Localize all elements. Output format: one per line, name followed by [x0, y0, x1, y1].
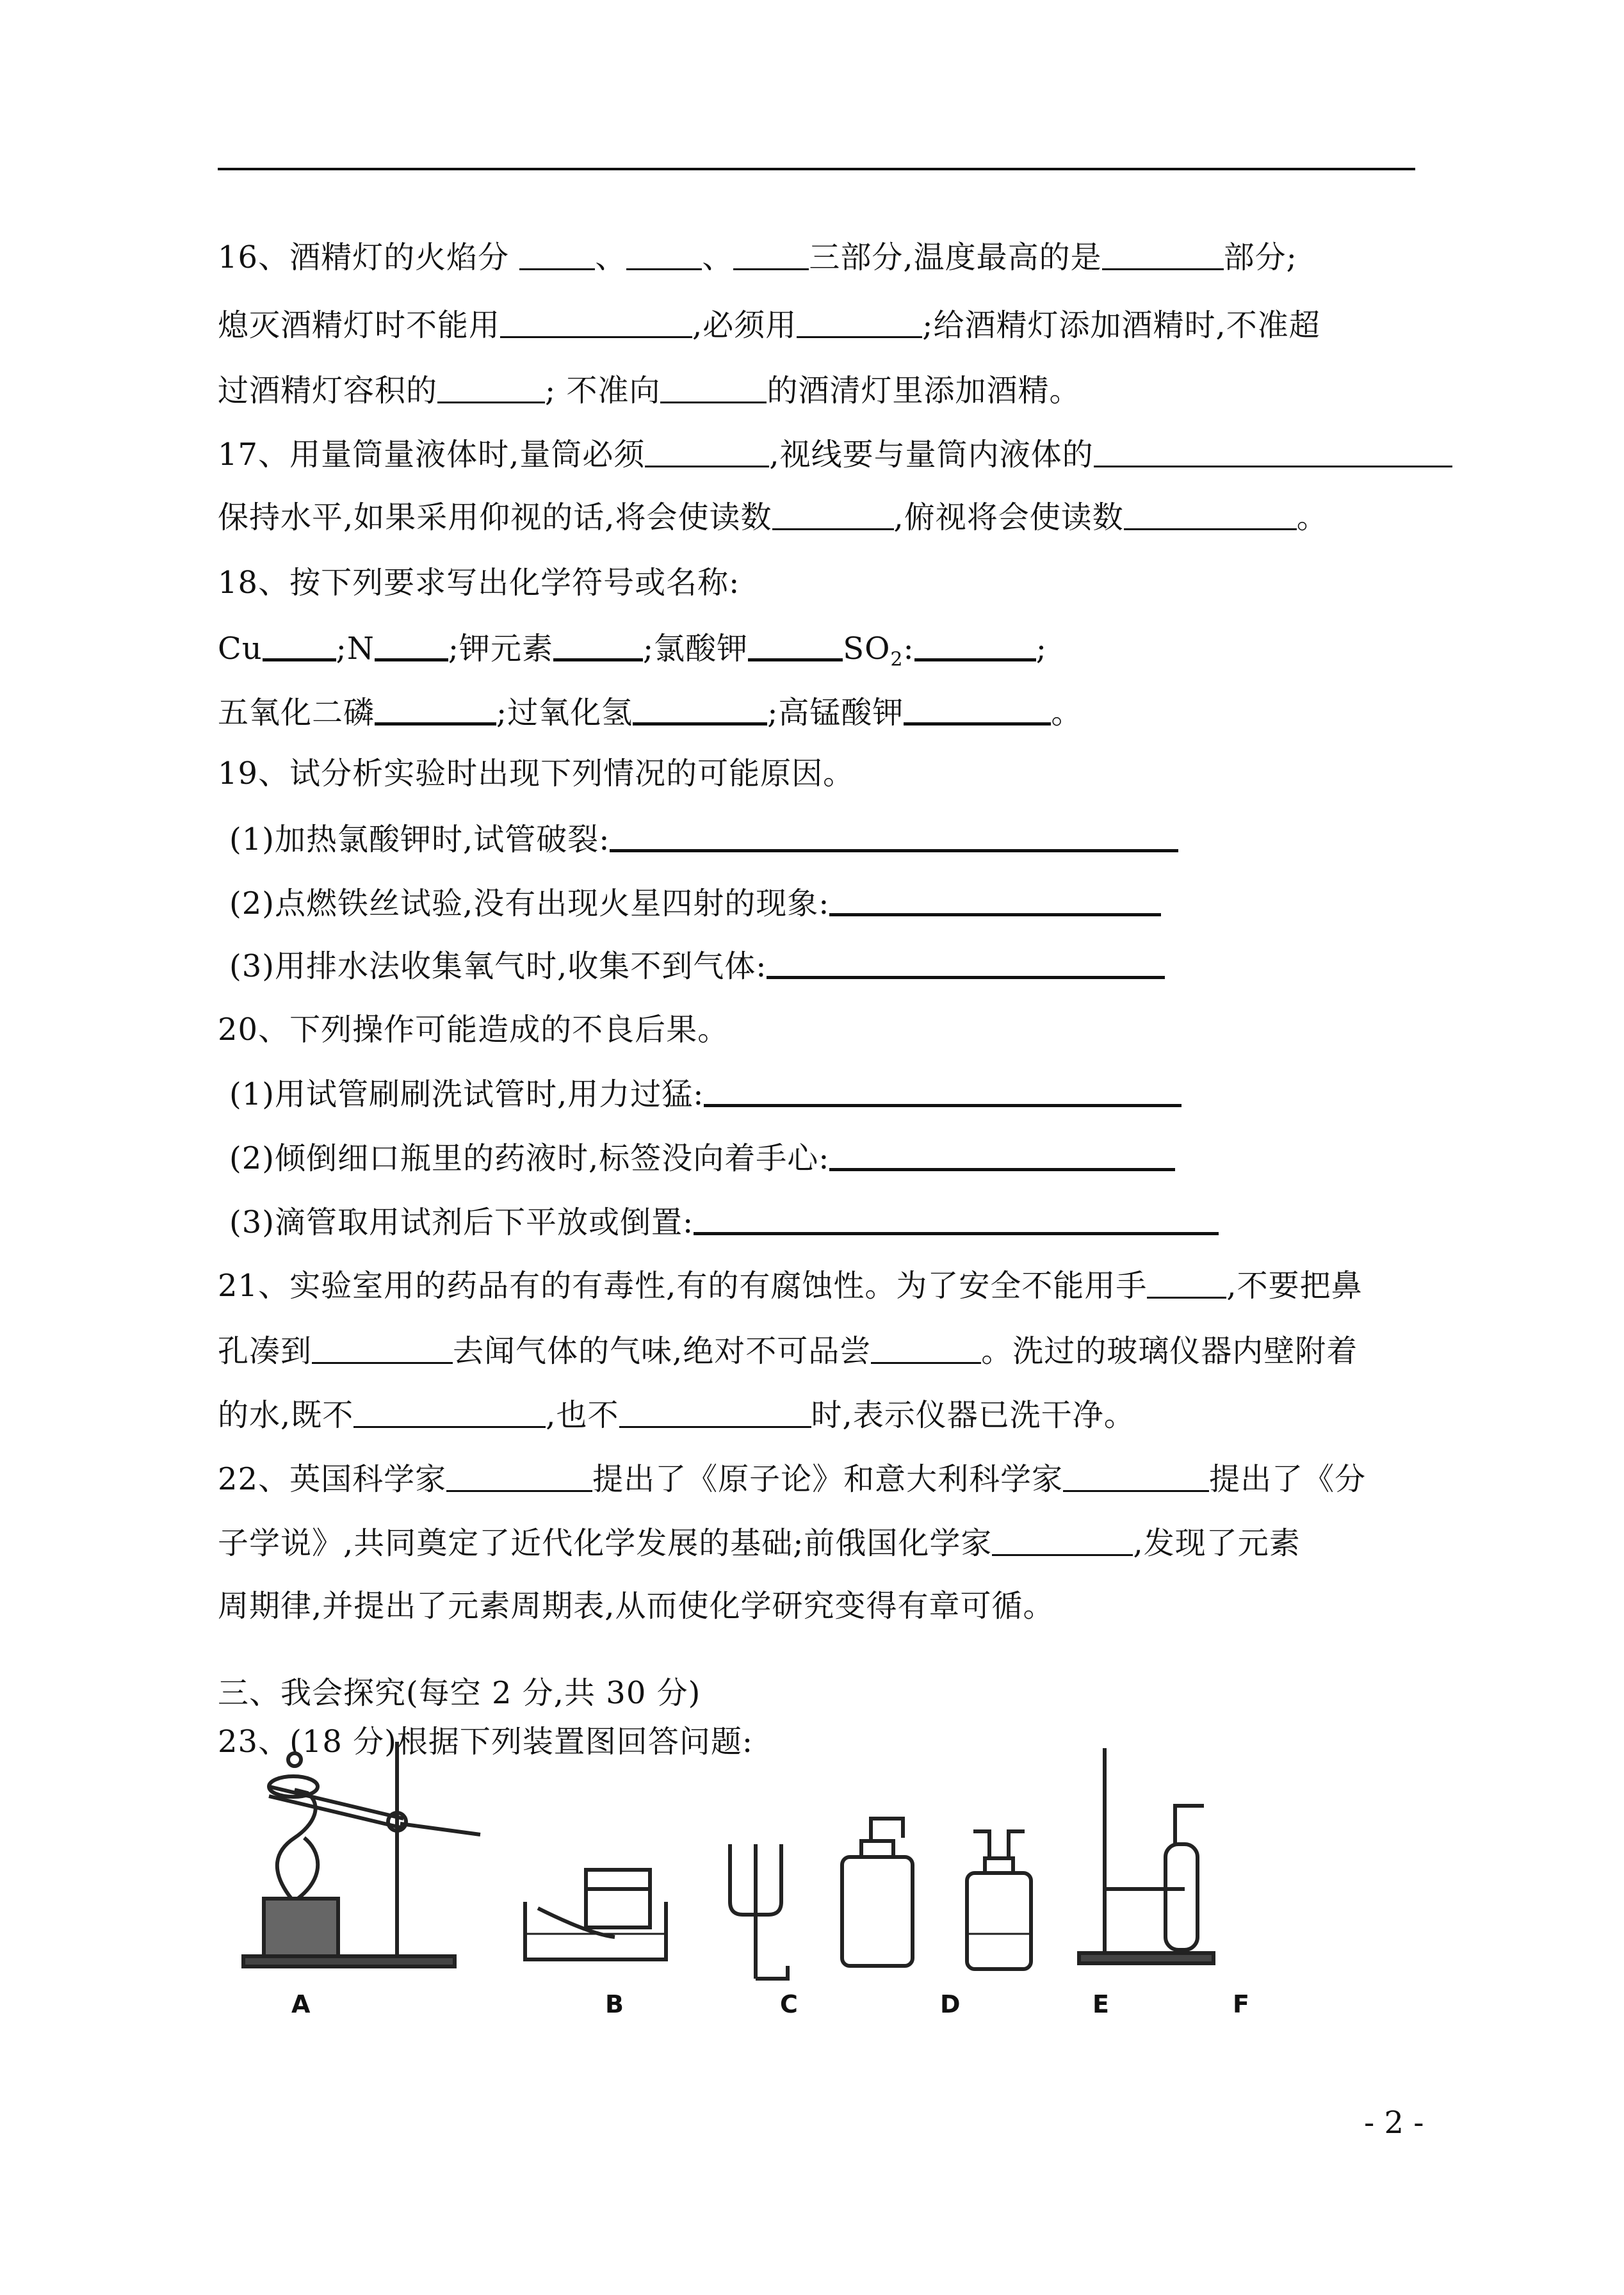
- answer-blank[interactable]: [660, 372, 767, 403]
- answer-blank[interactable]: [797, 307, 922, 338]
- answer-blank[interactable]: [1147, 1267, 1226, 1299]
- q21-line3: 的水,既不 ,也不 时,表示仪器已洗干净。: [218, 1397, 1135, 1433]
- answer-blank[interactable]: [263, 629, 336, 661]
- answer-blank[interactable]: [829, 1139, 1175, 1171]
- answer-blank[interactable]: [772, 499, 894, 530]
- q23-prompt: 23、(18 分)根据下列装置图回答问题:: [218, 1724, 754, 1760]
- answer-blank[interactable]: [914, 629, 1036, 661]
- q22-line2: 子学说》,共同奠定了近代化学发展的基础;前俄国化学家 ,发现了元素: [218, 1525, 1301, 1561]
- answer-blank[interactable]: [375, 629, 448, 661]
- header-rule: [218, 168, 1415, 170]
- q20-title: 20、下列操作可能造成的不良后果。: [218, 1012, 729, 1048]
- q19-item3: (3)用排水法收集氧气时,收集不到气体:: [229, 946, 1165, 985]
- apparatus-label-a: A: [291, 1990, 311, 2018]
- answer-blank[interactable]: [1063, 1461, 1209, 1492]
- q20-item2: (2)倾倒细口瓶里的药液时,标签没向着手心:: [229, 1139, 1175, 1177]
- answer-blank[interactable]: [645, 436, 769, 467]
- answer-blank[interactable]: [626, 239, 702, 270]
- page-number: - 2 -: [1364, 2105, 1424, 2141]
- apparatus-d-drawing: [842, 1819, 913, 1966]
- q16-line3: 过酒精灯容积的 ; 不准向 的酒清灯里添加酒精。: [218, 373, 1081, 409]
- q18-line1: Cu ;N ;钾元素 ;氯酸钾 $SO_2$: ;: [218, 629, 1047, 667]
- answer-blank[interactable]: [1102, 239, 1224, 270]
- answer-blank[interactable]: [553, 629, 643, 661]
- answer-blank[interactable]: [871, 1333, 981, 1364]
- answer-blank[interactable]: [312, 1333, 453, 1364]
- q17-line1: 17、用量筒量液体时,量筒必须 ,视线要与量筒内液体的: [218, 435, 1452, 474]
- q19-item1: (1)加热氯酸钾时,试管破裂:: [229, 820, 1178, 858]
- q20-item3: (3)滴管取用试剂后下平放或倒置:: [229, 1203, 1219, 1241]
- q21-line1: 21、实验室用的药品有的有毒性,有的有腐蚀性。为了安全不能用手 ,不要把鼻: [218, 1268, 1363, 1304]
- q18-line2: 五氧化二磷 ;过氧化氢 ;高锰酸钾 。: [218, 693, 1082, 731]
- q22-line1: 22、英国科学家 提出了《原子论》和意大利科学家 提出了《分: [218, 1461, 1367, 1497]
- apparatus-c-drawing: [730, 1844, 788, 1979]
- answer-blank[interactable]: [446, 1461, 592, 1492]
- answer-blank[interactable]: [353, 1397, 546, 1428]
- q16-line1: 16、酒精灯的火焰分 、 、 三部分,温度最高的是 部分;: [218, 239, 1297, 275]
- q16-line2: 熄灭酒精灯时不能用 ,必须用 ;给酒精灯添加酒精时,不准超: [218, 307, 1320, 343]
- answer-blank[interactable]: [610, 820, 1178, 852]
- answer-blank[interactable]: [992, 1525, 1133, 1556]
- q17-line2: 保持水平,如果采用仰视的话,将会使读数 ,俯视将会使读数 。: [218, 499, 1328, 535]
- answer-blank[interactable]: [1094, 436, 1452, 467]
- answer-blank[interactable]: [633, 693, 767, 726]
- answer-blank[interactable]: [619, 1397, 811, 1428]
- q18-title: 18、按下列要求写出化学符号或名称:: [218, 565, 740, 601]
- q19-item2: (2)点燃铁丝试验,没有出现火星四射的现象:: [229, 884, 1161, 922]
- apparatus-label-c: C: [780, 1990, 798, 2018]
- apparatus-b-drawing: [525, 1870, 666, 1959]
- answer-blank[interactable]: [375, 693, 496, 726]
- answer-blank[interactable]: [733, 239, 809, 270]
- section-heading: 三、我会探究(每空 2 分,共 30 分): [218, 1675, 701, 1711]
- apparatus-label-e: E: [1092, 1990, 1109, 2018]
- answer-blank[interactable]: [704, 1075, 1181, 1107]
- apparatus-label-b: B: [605, 1990, 624, 2018]
- answer-blank[interactable]: [519, 239, 595, 270]
- answer-blank[interactable]: [437, 372, 545, 403]
- answer-blank[interactable]: [904, 693, 1051, 726]
- apparatus-a-drawing: [243, 1742, 480, 1967]
- q20-item1: (1)用试管刷刷洗试管时,用力过猛:: [229, 1075, 1181, 1113]
- answer-blank[interactable]: [1124, 499, 1297, 530]
- answer-blank[interactable]: [767, 946, 1165, 979]
- q19-title: 19、试分析实验时出现下列情况的可能原因。: [218, 756, 855, 791]
- q21-line2: 孔凑到 去闻气体的气味,绝对不可品尝 。洗过的玻璃仪器内壁附着: [218, 1333, 1358, 1369]
- apparatus-label-d: D: [940, 1990, 961, 2018]
- apparatus-e-drawing: [967, 1831, 1031, 1969]
- answer-blank[interactable]: [694, 1203, 1219, 1235]
- apparatus-figure: [231, 1742, 1383, 2049]
- apparatus-label-f: F: [1233, 1990, 1249, 2018]
- q22-line3: 周期律,并提出了元素周期表,从而使化学研究变得有章可循。: [218, 1588, 1055, 1624]
- apparatus-f-drawing: [1079, 1748, 1214, 1963]
- answer-blank[interactable]: [748, 629, 843, 661]
- answer-blank[interactable]: [829, 884, 1161, 916]
- answer-blank[interactable]: [500, 307, 692, 338]
